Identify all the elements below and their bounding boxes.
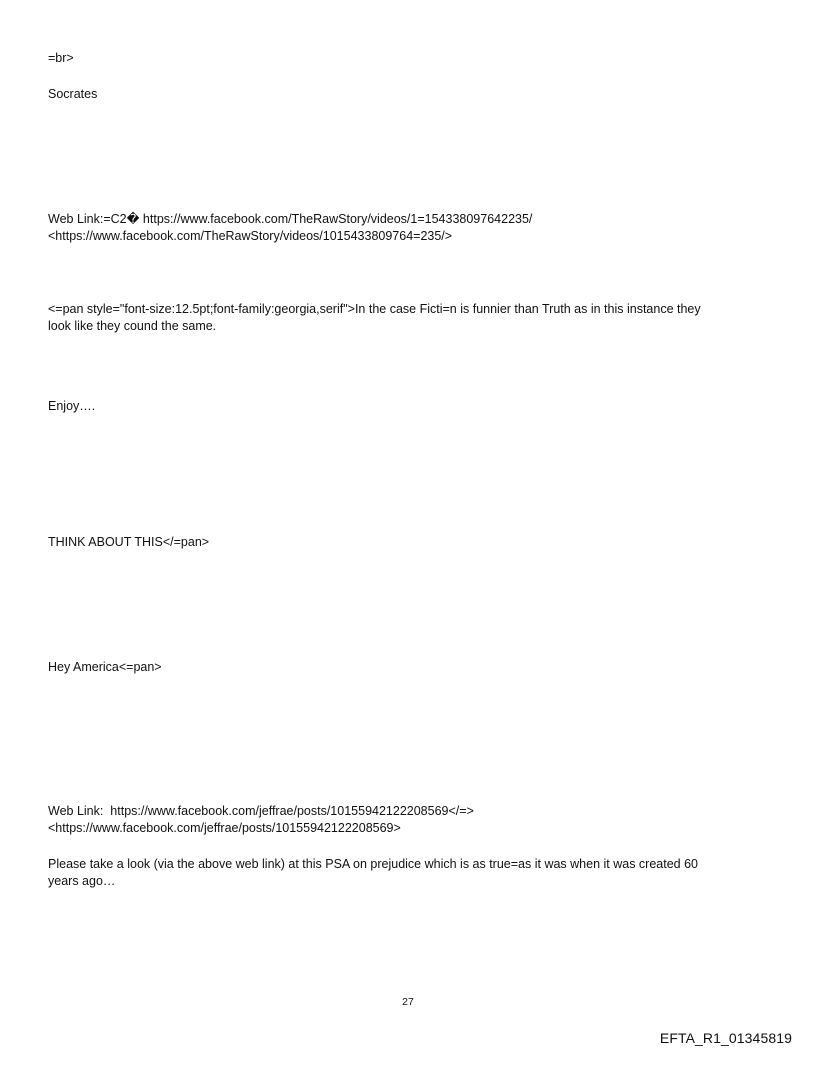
text-line-br-tag: =br> (48, 51, 74, 65)
text-line-enjoy: Enjoy…. (48, 399, 96, 413)
text-line-psa: Please take a look (via the above web link) at this PSA on prejudice which is as true=as it was when it was created 60 (48, 857, 698, 871)
text-line-web-link-1-url: <https://www.facebook.com/TheRawStory/videos/1015433809764=235/> (48, 229, 453, 243)
page-number: 27 (402, 996, 414, 1008)
text-line-hey-america: Hey America<=pan> (48, 660, 162, 674)
text-line-think-about-this: THINK ABOUT THIS</=pan> (48, 535, 210, 549)
text-line-psa-continued: years ago… (48, 874, 116, 888)
text-line-span-continued: look like they cound the same. (48, 319, 217, 333)
text-line-span-style: <=pan style="font-size:12.5pt;font-family:georgia,serif">In the case Ficti=n is funnier than Truth as in this instance they (48, 302, 701, 316)
document-id: EFTA_R1_01345819 (659, 1030, 792, 1046)
text-line-web-link-2-url: <https://www.facebook.com/jeffrae/posts/10155942122208569> (48, 821, 401, 835)
text-line-socrates: Socrates (48, 87, 98, 101)
text-line-web-link-2: Web Link: https://www.facebook.com/jeffrae/posts/10155942122208569</=> (48, 804, 474, 818)
text-line-web-link-1: Web Link:=C2� https://www.facebook.com/TheRawStory/videos/1=154338097642235/ (48, 212, 533, 226)
